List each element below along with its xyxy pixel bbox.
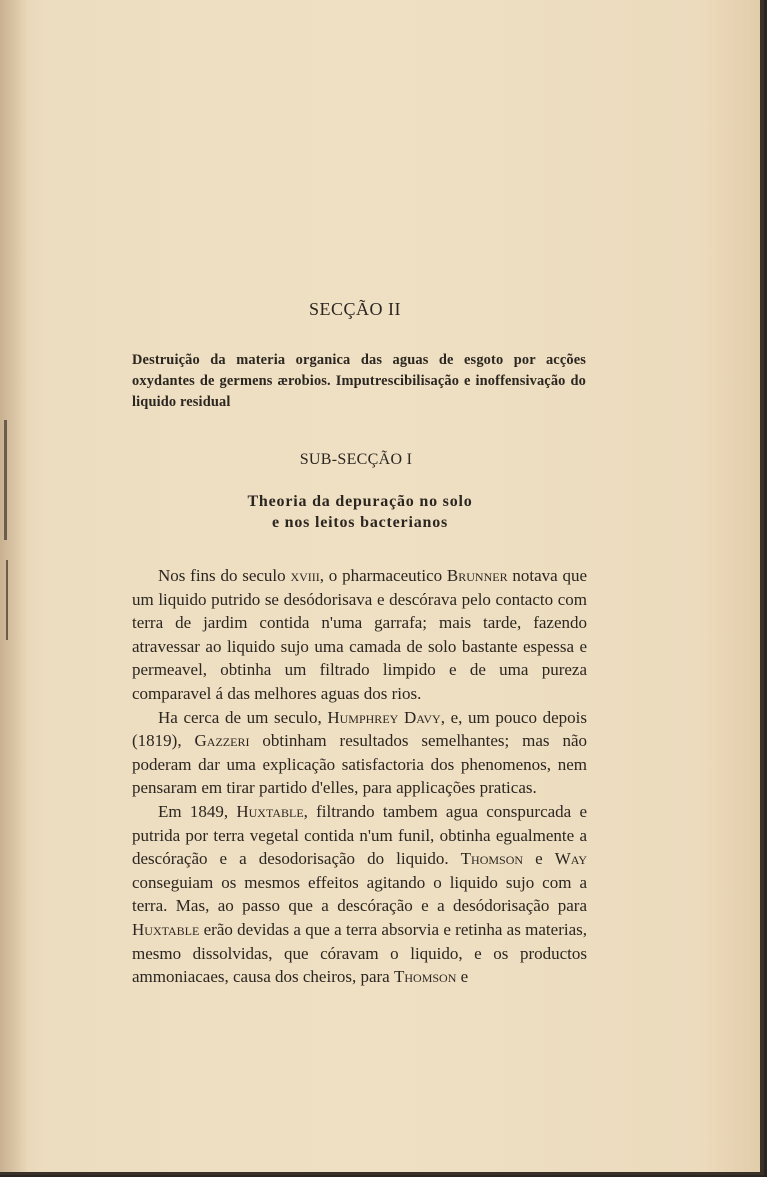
person-name: Brunner	[446, 566, 508, 585]
text-run: notava que um liquido putrido se desódorisava e descórava pelo contacto com terra de jardim contida n'uma garrafa; mais tarde, fazendo atravessar ao liquido sujo uma camada de solo bastante espessa e permeavel, obtinha um filtrado limpido e de uma pureza comparavel á das melhores aguas dos rios.	[132, 566, 588, 703]
section-title: SECÇÃO II	[308, 299, 401, 319]
person-name: Thomson	[460, 849, 524, 869]
subsection-title: SUB-SECÇÃO I	[299, 451, 413, 468]
text-run: Em 1849,	[158, 801, 237, 821]
person-name: Gazzeri	[194, 731, 250, 751]
body-text	[132, 564, 587, 989]
paragraph-3	[132, 800, 587, 989]
paragraph-2	[132, 706, 587, 800]
text-run: conseguiam os mesmos effeitos agitando o liquido sujo com a terra. Mas, ao passo que a descóração e a desódorisação para	[132, 872, 587, 916]
spine-mark	[6, 560, 8, 640]
text-run: , filtrando tambem agua conspurcada e putrida por terra vegetal contida n'um funil, obtinha egualmente a descóração e a desodorisação do liquido.	[132, 801, 587, 869]
subsection-heading-line-2: e nos leitos bacterianos	[271, 514, 449, 531]
text-run: , e, um pouco depois (1819),	[132, 707, 587, 751]
paragraph-1	[132, 564, 587, 706]
text-run: e	[523, 849, 555, 869]
text-run: e	[456, 967, 469, 987]
subsection-heading	[0, 491, 720, 533]
text-run: erão devidas a que a terra absorvia e retinha as materias, mesmo dissolvidas, que córavam o liquido, e os productos ammoniacaes, causa dos cheiros, para	[132, 919, 587, 987]
section-heading: Destruição da materia organica das aguas de esgoto por acções oxydantes de germens ærobios. Imputrescibilisação e inoffensivação do liquido residual	[132, 352, 586, 410]
text-run: Ha cerca de um seculo,	[158, 707, 328, 727]
text-run: obtinham resultados semelhantes; mas não poderam dar uma explicação satisfactoria dos phenomenos, nem pensaram em tirar partido d'elles, para applicações praticas.	[132, 731, 587, 798]
person-name: Huxtable	[132, 919, 200, 939]
person-name: Huxtable	[236, 801, 304, 821]
text-run: , o pharmaceutico	[319, 566, 447, 585]
century-numeral: xviii	[290, 566, 320, 585]
person-name: Thomson	[393, 967, 457, 987]
text-run: Nos fins do seculo	[158, 566, 291, 585]
page-gutter-shadow	[0, 0, 28, 1172]
person-name: Way	[554, 849, 588, 869]
subsection-heading-line-1: Theoria da depuração no solo	[247, 493, 473, 510]
person-name: Humphrey Davy	[327, 707, 441, 727]
